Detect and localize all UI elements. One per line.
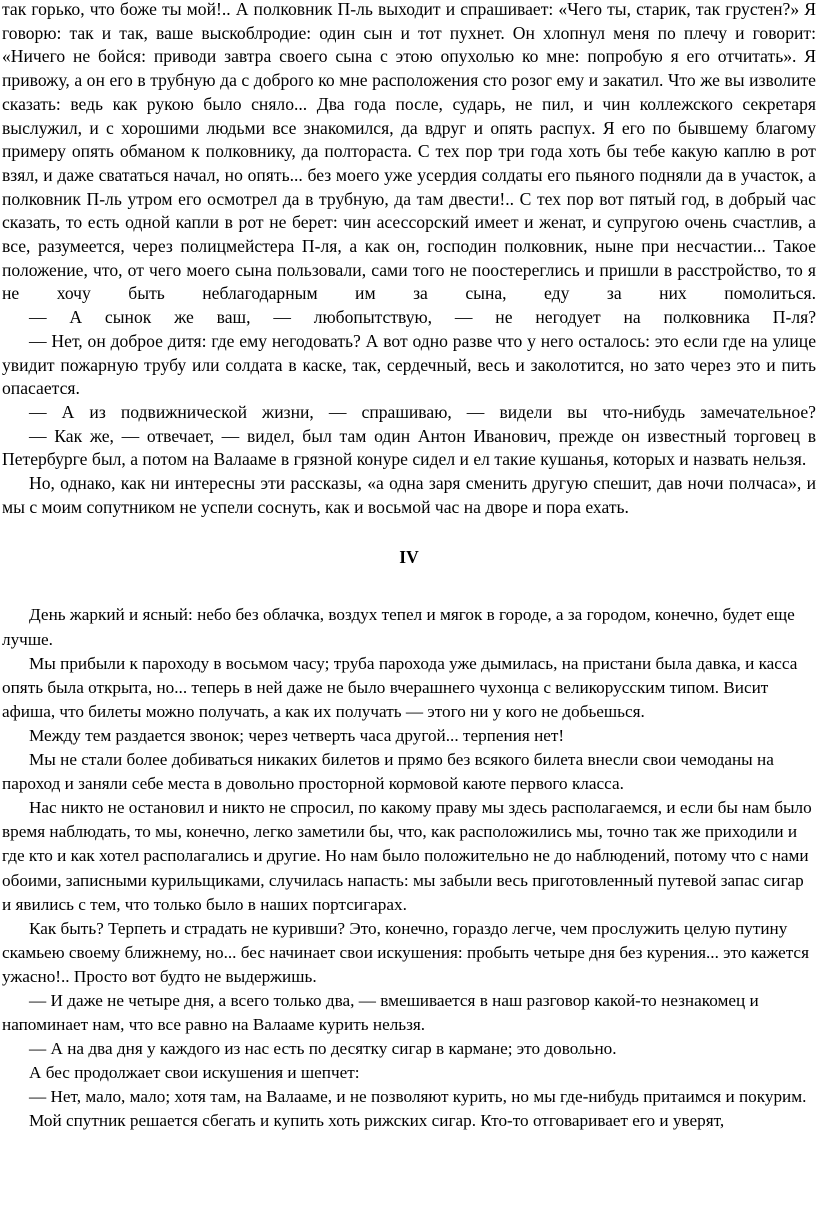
paragraph-narrative: Но, однако, как ни интересны эти рассказы, «а одна заря сменить другую спешит, дав ночи полчаса», и мы с моим сопутником не успели соснуть, как и восьмой час на дворе и пора ехать. bbox=[2, 473, 816, 517]
text-section-chapter-iv bbox=[2, 603, 816, 1133]
paragraph-narrative: Между тем раздается звонок; через четверть часа другой... терпения нет! bbox=[29, 725, 565, 745]
paragraph-dialogue: — Нет, он доброе дитя: где ему негодовать? А вот одно разве что у него осталось: это если где на улице увидит пожарную трубу или солдата в каске, так, сердечный, весь и заколотится, но зато через это и пить опасается. bbox=[2, 330, 816, 399]
paragraph-narrative: День жаркий и ясный: небо без облачка, воздух тепел и мягок в городе, а за городом, конечно, будет еще лучше. bbox=[2, 605, 795, 649]
paragraph-narrative: А бес продолжает свои искушения и шепчет: bbox=[29, 1063, 360, 1083]
paragraph-dialogue: — А из подвижнической жизни, — спрашиваю, — видели вы что-нибудь замечательное? bbox=[29, 401, 816, 422]
paragraph-dialogue: — А сынок же ваш, — любопытствую, — не негодует на полковника П-ля? bbox=[29, 307, 816, 328]
paragraph-narrative: Как быть? Терпеть и страдать не куривши? Это, конечно, гораздо легче, чем прослужить целую путину скамьею своему ближнему, но... бес начинает свои искушения: пробыть четыре дня без курения... это кажется ужасно!.. Просто вот будто не выдержишь. bbox=[2, 918, 809, 986]
paragraph-dialogue: — А на два дня у каждого из нас есть по десятку сигар в кармане; это довольно. bbox=[29, 1039, 617, 1059]
paragraph-dialogue: — И даже не четыре дня, а всего только два, — вмешивается в наш разговор какой-то незнакомец и напоминает нам, что все равно на Валааме курить нельзя. bbox=[2, 990, 759, 1035]
paragraph-narrative: Мы не стали более добиваться никаких билетов и прямо без всякого билета внесли свои чемоданы на пароход и заняли себе места в довольно просторной кормовой каюте первого класса. bbox=[2, 750, 774, 794]
paragraph-narrative: Нас никто не остановил и никто не спросил, по какому праву мы здесь располагаемся, и если бы нам было время наблюдать, то мы, конечно, легко заметили бы, что, как расположились мы, точно так же приходили и где кто и как хотел располагались и другие. Но нам было положительно не до наблюдений, потому что с нами обоими, записными курильщиками, случилась напасть: мы забыли весь приготовленный путевой запас сигар и явились с тем, что только было в наших портсигарах. bbox=[2, 798, 812, 914]
paragraph-narrative: Мой спутник решается сбегать и купить хоть рижских сигар. Кто-то отговаривает его и уверят, bbox=[29, 1111, 725, 1131]
paragraph-narrative: так горько, что боже ты мой!.. А полковник П-ль выходит и спрашивает: «Чего ты, старик, так грустен?» Я говорю: так и так, ваше выскоблродие: один сын и тот пухнет. Он хлопнул меня по плечу и говорит: «Ничего не бойся: приводи завтра своего сына с этою опухолью ко мне: попробую я его отчитать». Я привожу, а он его в трубную да с доброго ко мне расположения сто розог ему и закатил. Что же вы изволите сказать: ведь как рукою было сняло... Два года после, сударь, не пил, и чин коллежского секретаря выслужил, и с хорошими людьми все знакомился, да вдруг и опять распух. Я его по бывшему благому примеру опять обманом к полковнику, да полтораста. С тех пор три года хоть бы тебе какую каплю в рот взял, и даже свататься начал, но опять... без моего уже усердия солдаты его пьяного подняли да в участок, а полковник П-ль утром его осмотрел да в трубную, да там двести!.. С тех пор вот пятый год, в добрый час сказать, то есть одной капли в рот не берет: чин асессорский имеет и женат, и супругою очень счастлив, а все, разумеется, через полицмейстера П-ля, а как он, господин полковник, ныне при несчастии... Такое положение, что, от чего моего сына пользовали, сами того не поостереглись и пришли в расстройство, то я не хочу быть неблагодарным им за сына, еду за них помолиться. bbox=[2, 0, 816, 304]
paragraph-narrative: Мы прибыли к пароходу в восьмом часу; труба парохода уже дымилась, на пристани была давка, и касса опять была открыта, но... теперь в ней даже не было вчерашнего чухонца с великорусским типом. Висит афиша, что билеты можно получать, а как их получать — этого ни у кого не добьешься. bbox=[2, 653, 798, 721]
paragraph-dialogue: — Как же, — отвечает, — видел, был там один Антон Иванович, прежде он известный торговец в Петербурге был, а потом на Валааме в грязной конуре сидел и ел такие кушанья, которых и назвать нельзя. bbox=[2, 425, 816, 470]
chapter-heading: IV bbox=[399, 547, 419, 568]
paragraph-dialogue: — Нет, мало, мало; хотя там, на Валааме, и не позволяют курить, но мы где-нибудь притаимся и покурим. bbox=[29, 1087, 807, 1107]
text-section-continued bbox=[2, 0, 816, 519]
